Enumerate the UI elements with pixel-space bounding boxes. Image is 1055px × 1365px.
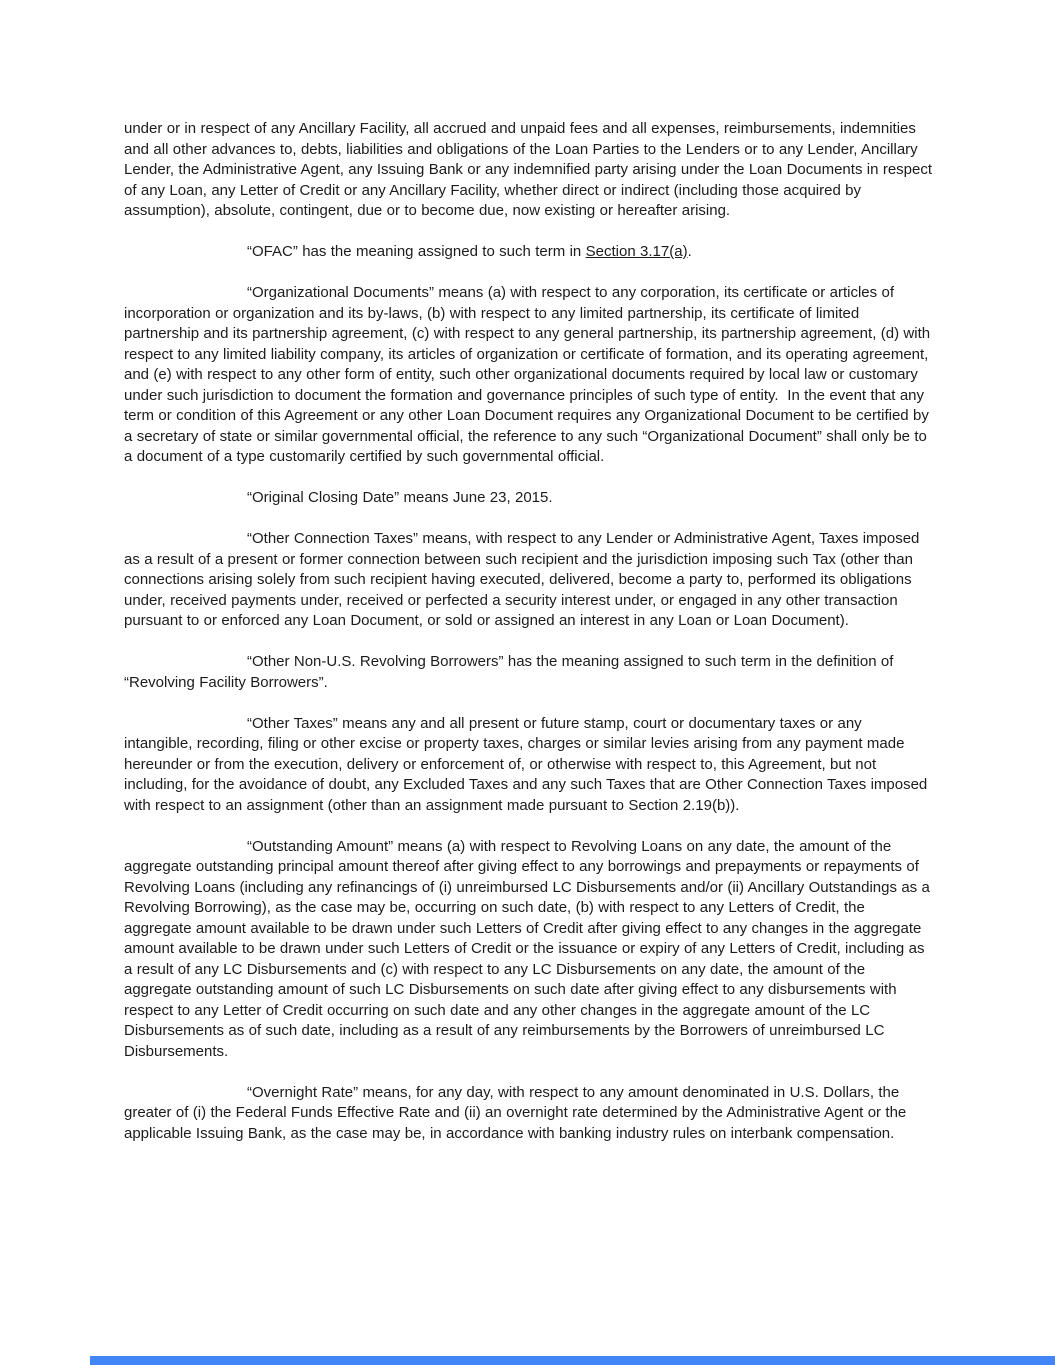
definition-other-non-us-revolving-borrowers: “Other Non-U.S. Revolving Borrowers” has the meaning assigned to such term in the definition of “Revolving Facility Borrowers”. [124,653,894,691]
selection-highlight-bar [90,1356,1055,1365]
definition-overnight-rate: “Overnight Rate” means, for any day, with respect to any amount denominated in U.S. Dollars, the greater of (i) the Federal Funds Effective Rate and (ii) an overnight rate determined by the Administrative Agent or the applicable Issuing Bank, as the case may be, in accordance with banking industry rules on interbank compensation. [124,1083,907,1142]
paragraph-continuation: under or in respect of any Ancillary Facility, all accrued and unpaid fees and all expenses, reimbursements, indemnities and all other advances to, debts, liabilities and obligations of the Loan Parties to the Lenders or to any Lender, Ancillary Lender, the Administrative Agent, any Issuing Bank or any indemnified party arising under the Loan Documents in respect of any Loan, any Letter of Credit or any Ancillary Facility, whether direct or indirect (including those acquired by assumption), absolute, contingent, due or to become due, now existing or hereafter arising. [124,120,933,219]
definition-original-closing-date: “Original Closing Date” means June 23, 2015. [247,489,553,506]
definition-other-taxes: “Other Taxes” means any and all present or future stamp, court or documentary taxes or any intangible, recording, filing or other excise or property taxes, charges or similar levies arising from any payment made hereunder or from the execution, delivery or enforcement of, or otherwise with respect to, this Agreement, but not including, for the avoidance of doubt, any Excluded Taxes and any such Taxes that are Other Connection Taxes imposed with respect to an assignment (other than an assignment made pursuant to Section 2.19(b)). [124,714,928,814]
definition-ofac [124,242,934,263]
ofac-text-prefix: “OFAC” has the meaning assigned to such term in [247,243,586,260]
document-body [124,119,934,1165]
section-reference-link: Section 3.17(a) [585,243,688,260]
definition-organizational-documents: “Organizational Documents” means (a) with respect to any corporation, its certificate or articles of incorporation or organization and its by-laws, (b) with respect to any limited partnership, its certificate of limited partnership and its partnership agreement, (c) with respect to any general partnership, its partnership agreement, (d) with respect to any limited liability company, its articles of organization or certificate of formation, and its operating agreement, and (e) with respect to any other form of entity, such other organizational documents required by local law or customary under such jurisdiction to document the formation and governance principles of such type of entity. In the event that any term or condition of this Agreement or any other Loan Document requires any Organizational Document to be certified by a secretary of state or similar governmental official, the reference to any such “Organizational Document” shall only be to a document of a type customarily certified by such governmental official. [124,284,931,465]
ofac-text-suffix: . [687,243,692,260]
definition-outstanding-amount: “Outstanding Amount” means (a) with respect to Revolving Loans on any date, the amount of the aggregate outstanding principal amount thereof after giving effect to any borrowings and prepayments or repayments of Revolving Loans (including any refinancings of (i) unreimbursed LC Disbursements and/or (ii) Ancillary Outstandings as a Revolving Borrowing), as the case may be, occurring on such date, (b) with respect to any Letters of Credit, the aggregate amount available to be drawn under such Letters of Credit after giving effect to any changes in the aggregate amount available to be drawn under such Letters of Credit or the issuance or expiry of any Letters of Credit, including as a result of any LC Disbursements and (c) with respect to any LC Disbursements on any date, the amount of the aggregate outstanding amount of such LC Disbursements on such date after giving effect to any disbursements with respect to any Letter of Credit occurring on such date and any other changes in the aggregate amount of the LC Disbursements as of such date, including as a result of any reimbursements by the Borrowers of unreimbursed LC Disbursements. [124,837,930,1060]
definition-other-connection-taxes: “Other Connection Taxes” means, with respect to any Lender or Administrative Agent, Taxes imposed as a result of a present or former connection between such recipient and the jurisdiction imposing such Tax (other than connections arising solely from such recipient having executed, delivered, become a party to, performed its obligations under, received payments under, received or perfected a security interest under, or engaged in any other transaction pursuant to or enforced any Loan Document, or sold or assigned an interest in any Loan or Loan Document). [124,530,920,629]
